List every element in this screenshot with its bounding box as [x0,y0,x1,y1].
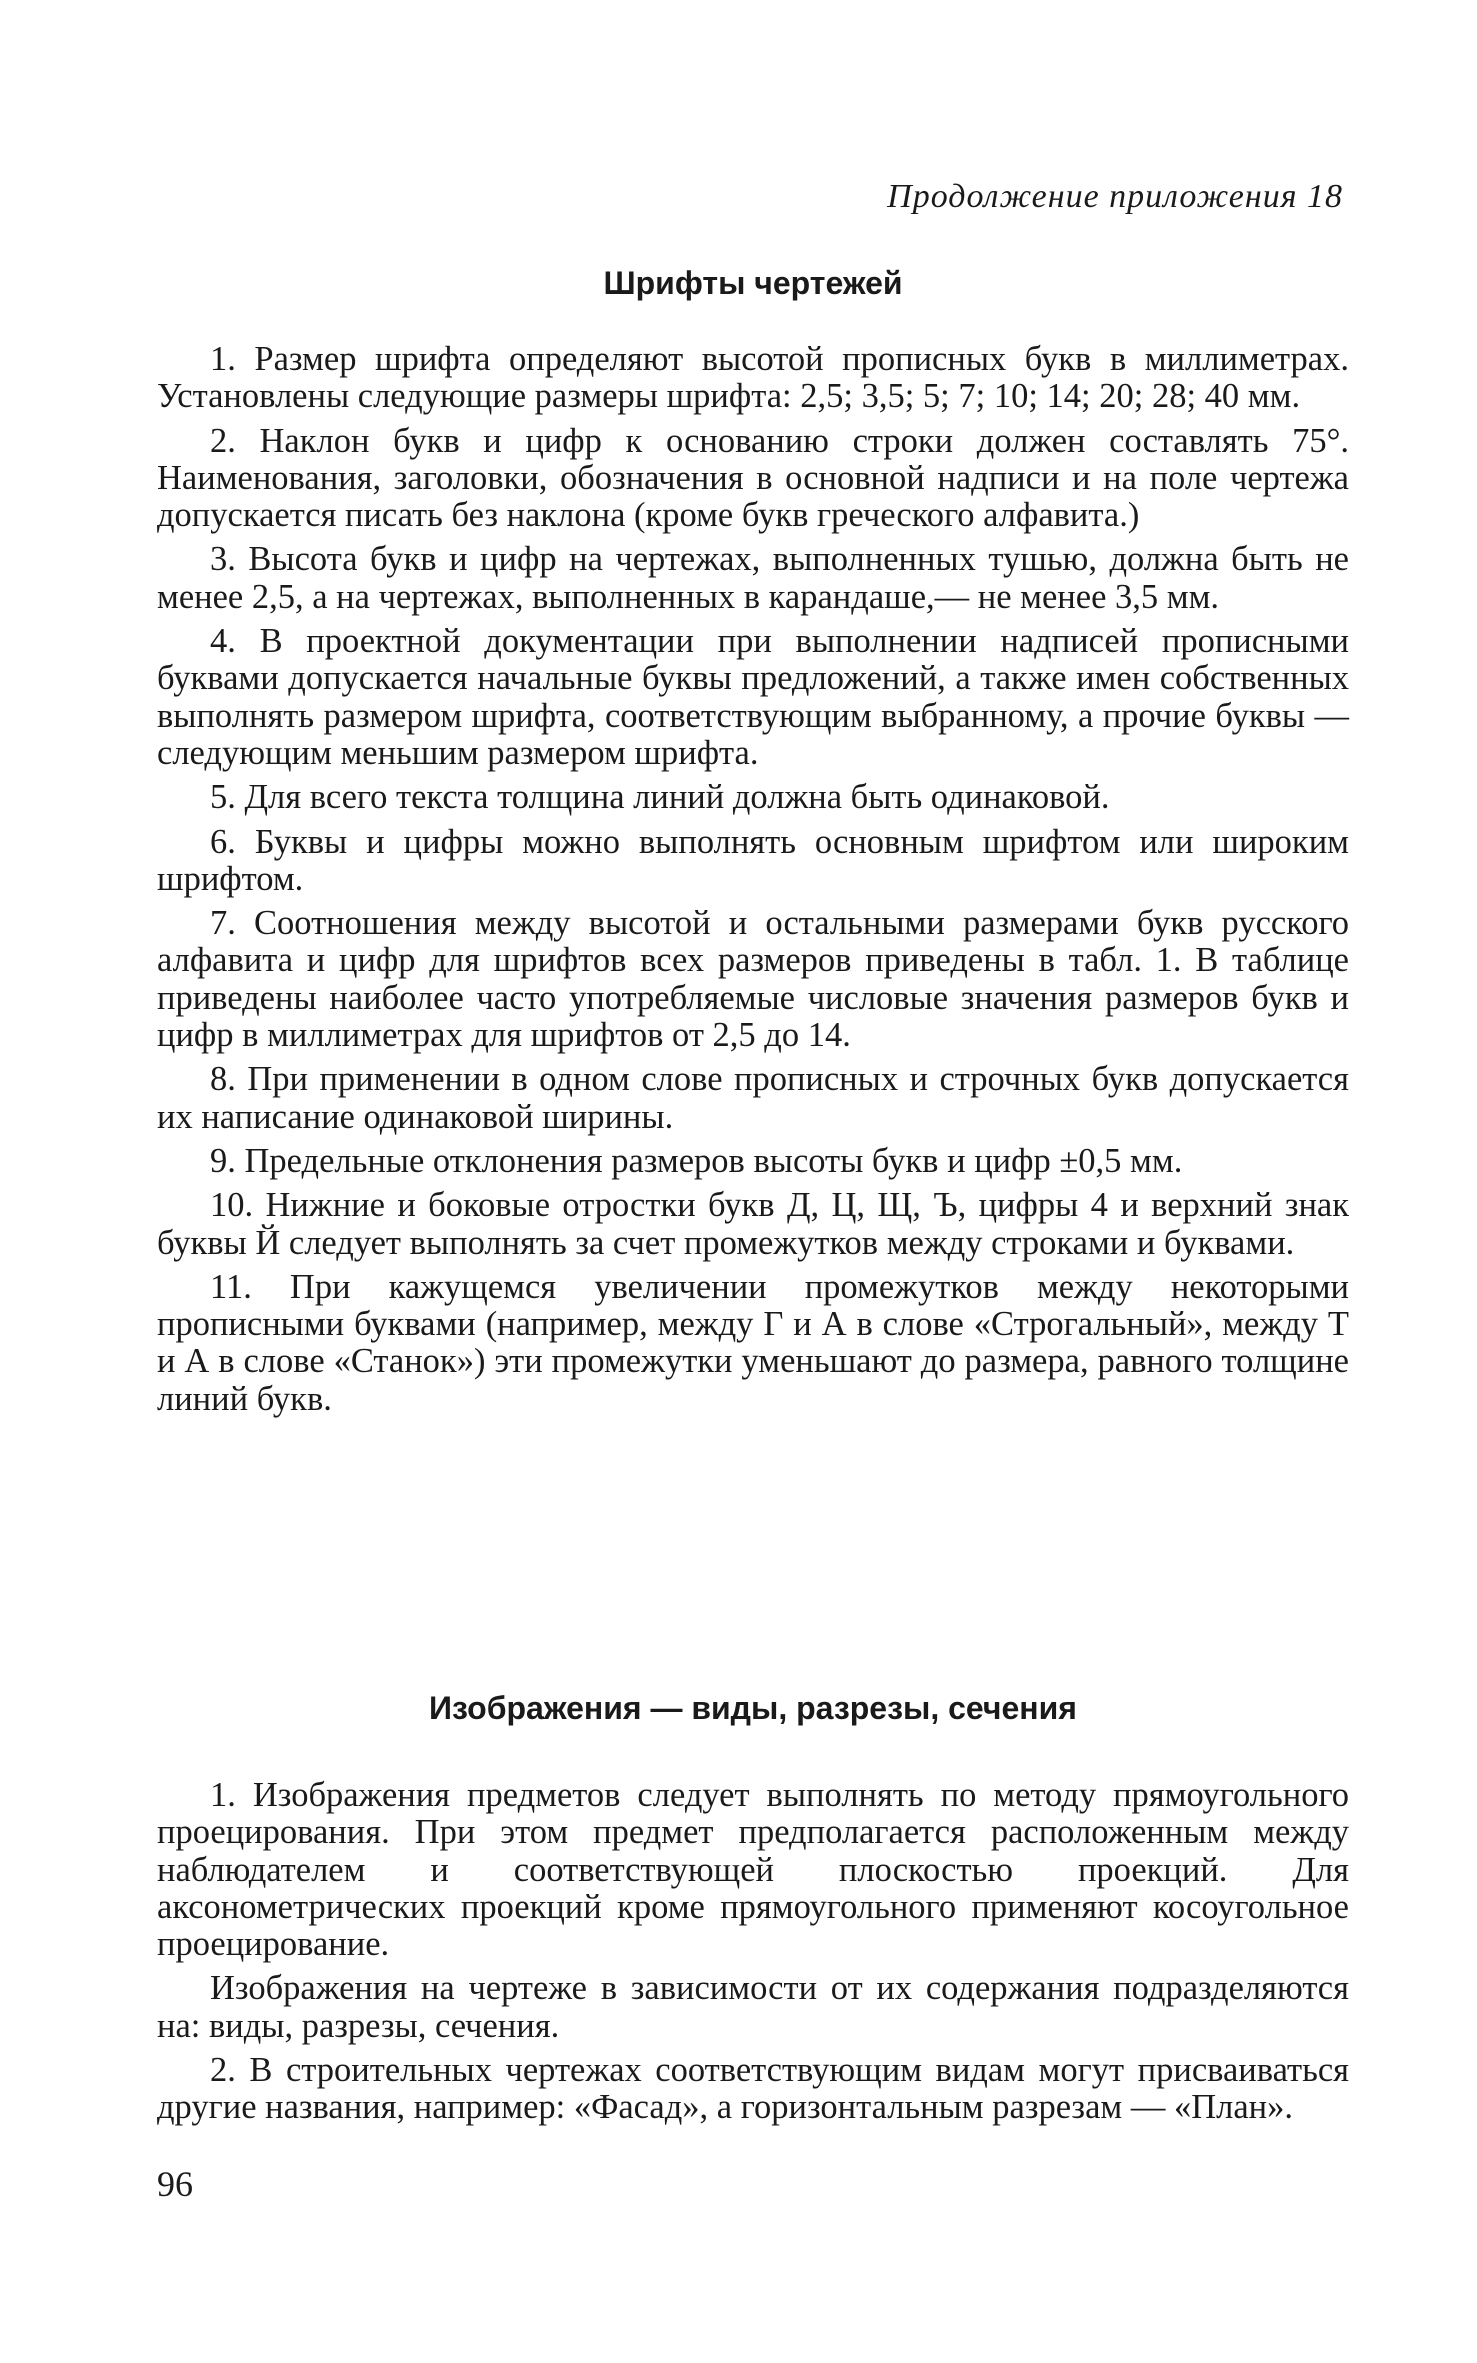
paragraph: 1. Размер шрифта определяют высотой прописных букв в миллиметрах. Установлены следующие размеры шрифта: 2,5; 3,5; 5; 7; 10; 14; 20; 28; 40 мм. [157,340,1349,416]
running-head: Продолжение приложения 18 [887,178,1343,215]
paragraph: 1. Изображения предметов следует выполнять по методу прямоугольного проецирования. При этом предмет предполагается расположенным между наблюдателем и соответствующей плоскостью проекций. Для аксонометрических проекций кроме прямоугольного применяют косоугольное проецирование. [157,1776,1349,1964]
paragraph: 9. Предельные отклонения размеров высоты букв и цифр ±0,5 мм. [210,1141,1183,1180]
section-fonts-body [157,341,1349,1418]
paragraph: 2. В строительных чертежах соответствующим видам могут присваиваться другие названия, например: «Фасад», а горизонтальным разрезам — «План». [157,2051,1349,2127]
paragraph: 2. Наклон букв и цифр к основанию строки должен составлять 75°. Наименования, заголовки, обозначения в основной надписи и на поле чертежа допускается писать без наклона (кроме букв греческого алфавита.) [157,421,1349,535]
paragraph: Изображения на чертеже в зависимости от их содержания подразделяются на: виды, разрезы, сечения. [157,1969,1349,2045]
paragraph: 8. При применении в одном слове прописных и строчных букв допускается их написание одинаковой ширины. [157,1060,1349,1136]
paragraph: 11. При кажущемся увеличении промежутков между некоторыми прописными буквами (например, между Г и А в слове «Строгальный», между Т и А в слове «Станок») эти промежутки уменьшают до размера, равного толщине линий букв. [157,1267,1349,1418]
page-number: 96 [157,2164,193,2204]
paragraph: 5. Для всего текста толщина линий должна быть одинаковой. [210,778,1110,817]
section-title-views: Изображения — виды, разрезы, сечения [429,1690,1077,1726]
paragraph: 6. Буквы и цифры можно выполнять основным шрифтом или широким шрифтом. [157,822,1349,898]
paragraph: 10. Нижние и боковые отростки букв Д, Ц, Щ, Ъ, цифры 4 и верхний знак буквы Й следует выполнять за счет промежутков между строками и буквами. [157,1186,1349,1262]
paragraph: 4. В проектной документации при выполнении надписей прописными буквами допускается начальные буквы предложений, а также имен собственных выполнять размером шрифта, соответствующим выбранному, а прочие буквы — следующим меньшим размером шрифта. [157,622,1349,772]
section-title-fonts: Шрифты чертежей [603,265,903,301]
paragraph: 7. Соотношения между высотой и остальными размерами букв русского алфавита и цифр для шрифтов всех размеров приведены в табл. 1. В таблице приведены наиболее часто употребляемые числовые значения размеров букв и цифр в миллиметрах для шрифтов от 2,5 до 14. [157,904,1349,1055]
paragraph: 3. Высота букв и цифр на чертежах, выполненных тушью, должна быть не менее 2,5, а на чертежах, выполненных в карандаше,— не менее 3,5 мм. [157,540,1349,616]
section-views-body [157,1777,1349,2127]
book-page [157,0,1349,2363]
